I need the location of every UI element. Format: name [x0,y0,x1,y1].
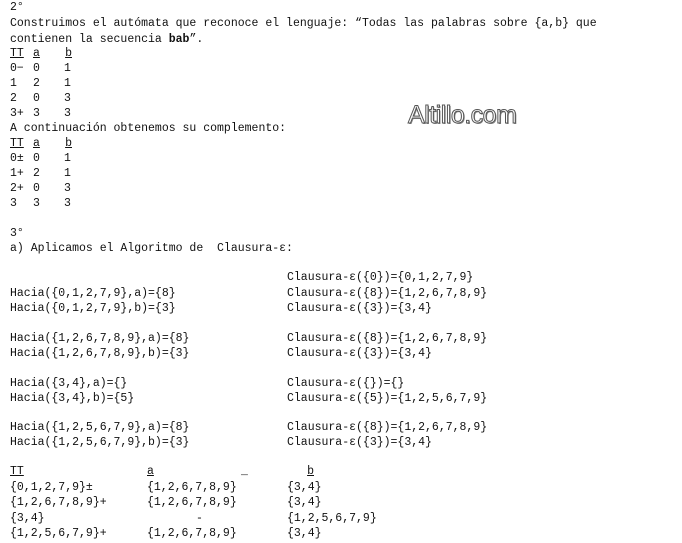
section-3-number: 3° [10,227,24,240]
table-cell: 1+ [10,167,24,180]
table-cell: {3,4} [287,496,322,509]
table-cell: {1,2,6,7,8,9} [147,527,237,540]
table-cell: 2 [10,92,17,105]
clausura-line: Clausura-ε({8})={1,2,6,7,8,9} [287,421,488,434]
table-cell: 3 [10,197,17,210]
table-cell: 3 [64,92,71,105]
table-cell: 1 [64,77,71,90]
table-cell: {1,2,6,7,8,9} [147,481,237,494]
hacia-line: Hacia({0,1,2,7,9},a)={8} [10,287,176,300]
table-cell: 0− [10,62,24,75]
table-cell: 2+ [10,182,24,195]
table-header: TT [10,137,24,150]
hacia-line: Hacia({0,1,2,7,9},b)={3} [10,302,176,315]
bold-sequence: bab [168,33,190,46]
table-header: TT [10,465,24,478]
table-cell: 3 [64,182,71,195]
table-cell: {3,4} [10,512,45,525]
clausura-line: Clausura-ε({3})={3,4} [287,302,432,315]
hacia-line: Hacia({1,2,6,7,8,9},a)={8} [10,332,190,345]
closure-initial: Clausura-ε({0})={0,1,2,7,9} [287,271,474,284]
table-cell: 3 [64,197,71,210]
section-3-step-a: a) Aplicamos el Algoritmo de Clausura-ε: [10,242,293,255]
hacia-line: Hacia({1,2,5,6,7,9},b)={3} [10,436,190,449]
table-header: b [307,465,314,478]
intro-text: contienen la secuencia [10,33,169,46]
table-cell: 2 [33,167,40,180]
clausura-line: Clausura-ε({})={} [287,377,405,390]
table-cell: 3+ [10,107,24,120]
table-cell: 3 [33,197,40,210]
clausura-line: Clausura-ε({3})={3,4} [287,347,432,360]
section-2-intro-line-1: Construimos el autómata que reconoce el lenguaje: “Todas las palabras sobre {a,b} que [10,17,597,30]
watermark-logo: Altillo.com [408,101,517,129]
table-header: a [147,465,154,478]
clausura-line: Clausura-ε({8})={1,2,6,7,8,9} [287,287,488,300]
table-header: a [33,47,40,60]
table-cell: 2 [33,77,40,90]
table-cell: - [196,512,203,525]
table-cell: 0 [33,152,40,165]
table-cell: 1 [64,62,71,75]
hacia-line: Hacia({1,2,6,7,8,9},b)={3} [10,347,190,360]
table-cell: {3,4} [287,481,322,494]
table-header: a [33,137,40,150]
table-cell: 1 [64,152,71,165]
hacia-line: Hacia({3,4},b)={5} [10,392,135,405]
table-header-mark: _ [241,465,248,478]
complement-intro: A continuación obtenemos su complemento: [10,122,287,135]
table-cell: 0 [33,182,40,195]
table-cell: 0 [33,92,40,105]
section-2-number: 2° [10,1,24,14]
table-cell: {0,1,2,7,9}± [10,481,93,494]
clausura-line: Clausura-ε({3})={3,4} [287,436,432,449]
hacia-line: Hacia({1,2,5,6,7,9},a)={8} [10,421,190,434]
table-header: b [65,137,72,150]
clausura-line: Clausura-ε({8})={1,2,6,7,8,9} [287,332,488,345]
table-cell: {1,2,6,7,8,9}+ [10,496,107,509]
table-cell: 3 [64,107,71,120]
table-cell: {1,2,5,6,7,9}+ [10,527,107,540]
table-cell: 1 [10,77,17,90]
hacia-line: Hacia({3,4},a)={} [10,377,128,390]
section-2-intro-line-2 [10,33,203,46]
table-cell: 0± [10,152,24,165]
table-cell: 1 [64,167,71,180]
table-cell: {3,4} [287,527,322,540]
table-header: TT [10,47,24,60]
intro-text-end: ”. [189,33,204,46]
table-cell: {1,2,5,6,7,9} [287,512,377,525]
table-cell: 0 [33,62,40,75]
table-cell: {1,2,6,7,8,9} [147,496,237,509]
clausura-line: Clausura-ε({5})={1,2,5,6,7,9} [287,392,488,405]
table-cell: 3 [33,107,40,120]
table-header: b [65,47,72,60]
